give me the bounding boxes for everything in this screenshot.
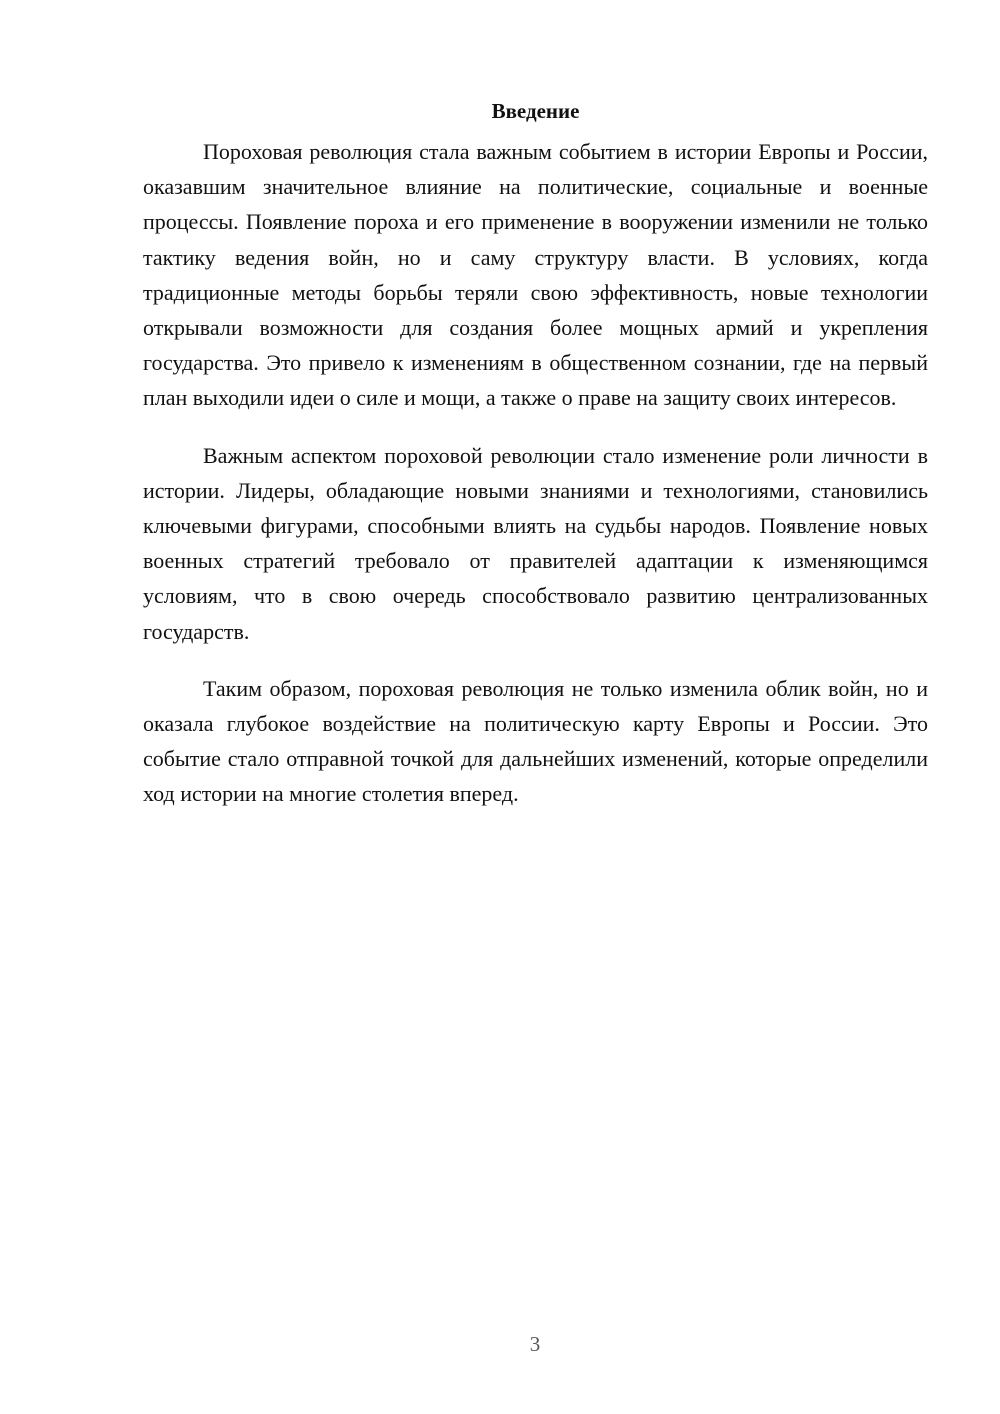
section-heading: Введение xyxy=(491,99,580,123)
paragraph-3: Таким образом, пороховая революция не только изменила облик войн, но и оказала глубокое воздействие на политическую карту Европы и России. Это событие стало отправной точкой для дальнейших изменений, которые определили ход истории на многие столетия вперед. xyxy=(143,675,928,807)
paragraph-2: Важным аспектом пороховой революции стало изменение роли личности в истории. Лидеры, обладающие новыми знаниями и технологиями, становились ключевыми фигурами, способными влиять на судьбы народов. Появление новых военных стратегий требовало от правителей адаптации к изменяющимся условиям, что в свою очередь способствовало развитию централизованных государств. xyxy=(143,442,928,644)
page-content xyxy=(143,95,928,834)
paragraph-1: Пороховая революция стала важным событием в истории Европы и России, оказавшим значительное влияние на политические, социальные и военные процессы. Появление пороха и его применение в вооружении изменили не только тактику ведения войн, но и саму структуру власти. В условиях, когда традиционные методы борьбы теряли свою эффективность, новые технологии открывали возможности для создания более мощных армий и укрепления государства. Это привело к изменениям в общественном сознании, где на первый план выходили идеи о силе и мощи, а также о праве на защиту своих интересов. xyxy=(143,139,928,411)
page-number: 3 xyxy=(529,1332,541,1356)
